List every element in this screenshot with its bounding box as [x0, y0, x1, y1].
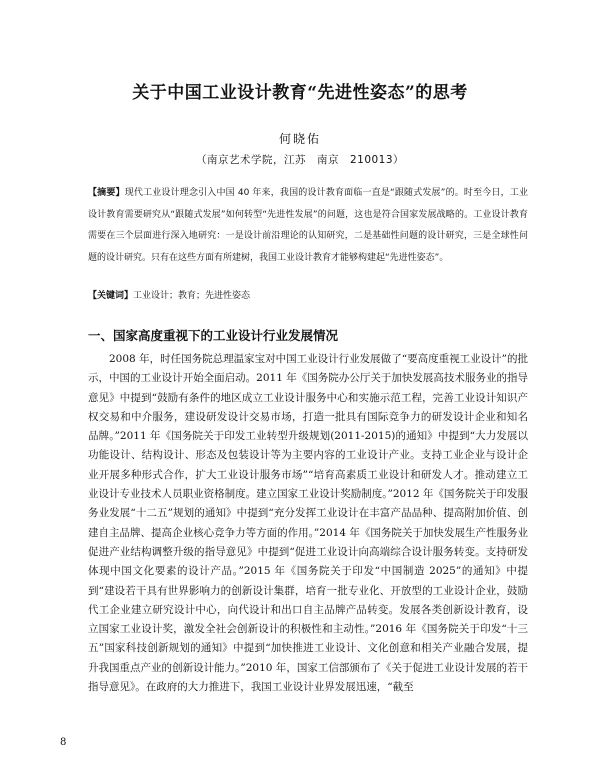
keywords [88, 289, 528, 303]
author-name: 何晓佑 [278, 132, 321, 146]
keywords-text: 工业设计；教育；先进性姿态 [133, 291, 251, 301]
keywords-label: 【关键词】 [88, 291, 134, 301]
author-affiliation: （南京艺术学院，江苏 南京 210013） [195, 154, 405, 166]
abstract [88, 183, 528, 269]
page-number: 8 [60, 737, 67, 748]
abstract-text: 现代工业设计理念引入中国 40 年来，我国的设计教育面临一直是“跟随式发展”的。时至今日，工业设计教育需要研究从“跟随式发展”如何转型“先进性发展”的问题，这也是符合国家发展战略的。工业设计教育需要在三个层面进行深入地研究：一是设计前沿理论的认知研究，二是基础性问题的设计研究，三是全球性问题的设计研究。只有在这些方面有所建树，我国工业设计教育才能够构建起“先进性姿态”。 [88, 188, 528, 263]
paper-title: 关于中国工业设计教育“先进性姿态”的思考 [132, 83, 468, 103]
abstract-label: 【摘要】 [88, 188, 125, 198]
body-paragraph: 2008 年，时任国务院总理温家宝对中国工业设计行业发展做了“要高度重视工业设计”的批示，中国的工业设计开始全面启动。2011 年《国务院办公厅关于加快发展高技术服务业的指导意见》中提到“鼓励有条件的地区成立工业设计服务中心和实施示范工程，完善工业设计知识产权交易和中介服务，建设研发设计交易市场，打造一批具有国际竞争力的研发设计企业和知名品牌。”2011 年《国务院关于印发工业转型升级规划(2011-2015)的通知》中提到“大力发展以功能设计、结构设计、形态及包装设计等为主要内容的工业设计产业。支持工业企业与设计企业开展多种形式合作，扩大工业设计服务市场”“培育高素质工业设计和研发人才。推动建立工业设计专业技术人员职业资格制度。建立国家工业设计奖励制度。”2012 年《国务院关于印发服务业发展“十二五”规划的通知》中提到“充分发挥工业设计在丰富产品品种、提高附加价值、创建自主品牌、提高企业核心竞争力等方面的作用。”2014 年《国务院关于加快发展生产性服务业促进产业结构调整升级的指导意见》中提到“促进工业设计向高端综合设计服务转变。支持研发体现中国文化要素的设计产品。”2015 年《国务院关于印发“中国制造 2025”的通知》中提到“建设若干具有世界影响力的创新设计集群，培育一批专业化、开放型的工业设计企业，鼓励代工企业建立研究设计中心，向代设计和出口自主品牌产品转变。发展各类创新设计教育，设立国家工业设计奖，激发全社会创新设计的积极性和主动性。”2016 年《国务院关于印发“十三五”国家科技创新规划的通知》中提到“加快推进工业设计、文化创意和相关产业融合发展，提升我国重点产业的创新设计能力。”2010 年，国家工信部颁布了《关于促进工业设计发展的若干指导意见》。在政府的大力推进下，我国工业设计业界发展迅速，“截至 [88, 353, 528, 694]
section-heading: 一、国家高度重视下的工业设计行业发展情况 [88, 328, 339, 343]
